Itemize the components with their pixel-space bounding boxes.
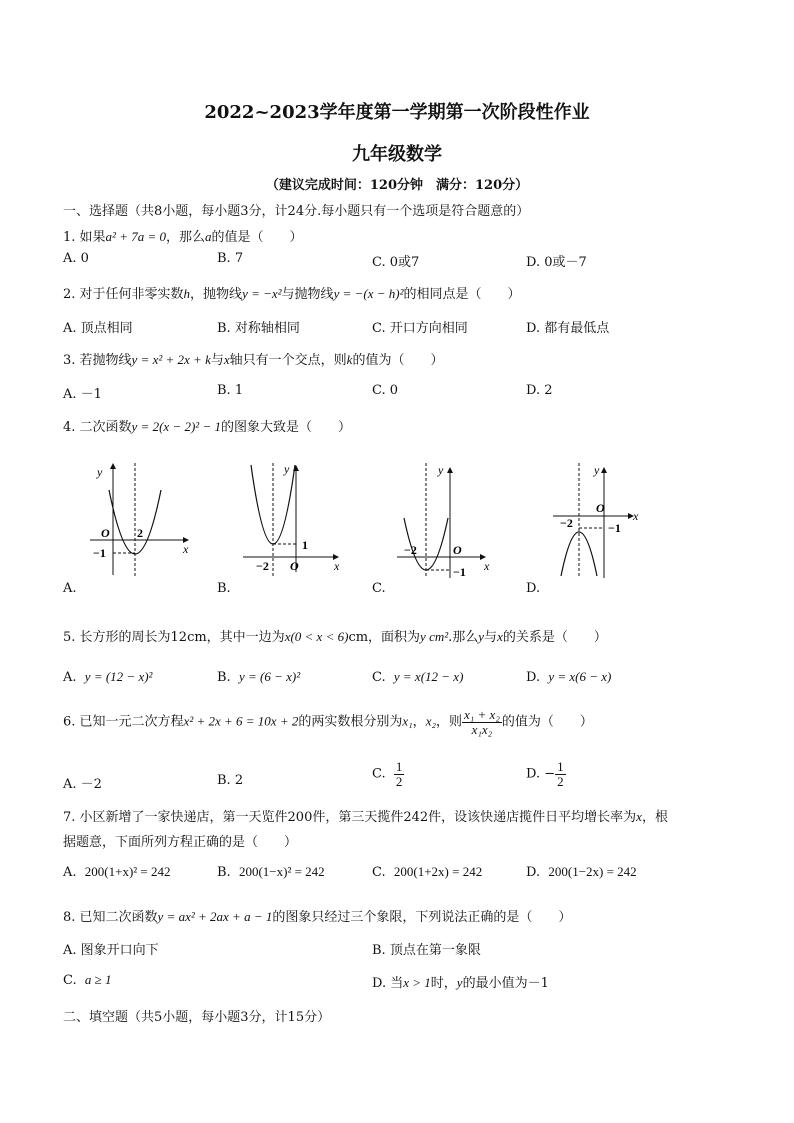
exam-title: 2022~2023学年度第一学期第一次阶段性作业: [204, 102, 590, 123]
q6-option-d-num: 1: [557, 759, 564, 774]
q7-option-a[interactable]: [63, 864, 171, 880]
q3-equation: y = x² + 2x + k: [131, 352, 211, 367]
q2-text-b: ，抛物线: [190, 287, 243, 302]
q2-text-d: 的相同点是（ ）: [403, 287, 521, 302]
q2-text-a: 2. 对于任何非零实数: [63, 287, 184, 302]
q6-text-d: 的值为（ ）: [501, 714, 593, 730]
q6-option-d-fraction: [555, 760, 566, 788]
graph-d-tick-neg2: −2: [560, 516, 573, 530]
q8-option-c-eq: a ≥ 1: [84, 972, 112, 987]
graph-b-x-label: x: [334, 559, 340, 573]
q5-option-d-eq: y = x(6 − x): [548, 669, 612, 684]
q4-graph-a[interactable]: [85, 460, 195, 580]
q5-option-d-letter: D.: [526, 670, 541, 685]
graph-d-x-label: x: [633, 509, 639, 523]
graph-b-y-label: y: [284, 462, 290, 476]
q1-option-d[interactable]: D. 0或－7: [526, 255, 587, 270]
q5-option-c-letter: C.: [372, 670, 386, 685]
graph-c-tick-neg1: −1: [453, 565, 466, 579]
q1-var: a: [205, 229, 212, 244]
graph-c-y-label: y: [438, 463, 444, 477]
q1-text-c: 的值是（ ）: [211, 230, 303, 245]
q7-option-d-eq: 200(1−2x) = 242: [548, 864, 637, 879]
exam-subject: 九年级数学: [352, 144, 442, 165]
q2-option-b[interactable]: B. 对称轴相同: [217, 321, 300, 336]
q1-option-b[interactable]: B. 7: [217, 251, 244, 266]
q6-text-c: ，则: [435, 714, 462, 730]
q2-option-d[interactable]: D. 都有最低点: [526, 321, 610, 336]
q5-text-d: 与: [484, 630, 498, 645]
question-3-stem: [63, 349, 443, 368]
q4-equation: y = 2(x − 2)² − 1: [131, 419, 221, 434]
q5-text-a: 5. 长方形的周长为12cm，其中一边为: [63, 630, 285, 645]
graph-d-tick-neg1: −1: [608, 521, 621, 535]
q1-option-c[interactable]: C. 0或7: [372, 255, 420, 270]
question-8-stem: [63, 906, 571, 925]
q8-option-a[interactable]: A. 图象开口向下: [63, 943, 159, 958]
q5-option-d[interactable]: [526, 669, 611, 685]
q6-option-a[interactable]: A. －2: [63, 777, 102, 792]
q7-option-d[interactable]: [526, 864, 637, 880]
q2-var-h: h: [183, 286, 191, 301]
q4-option-a[interactable]: A.: [63, 581, 77, 596]
q3-option-d[interactable]: D. 2: [526, 383, 553, 398]
q8-option-d-text-b: 时，: [430, 976, 457, 991]
q1-text-b: ，那么: [166, 230, 206, 245]
q6-option-d-letter: D. −: [526, 766, 556, 782]
q7-option-d-letter: D.: [526, 865, 541, 880]
graph-b-tick-neg2: −2: [256, 559, 269, 573]
question-2-stem: [63, 283, 521, 302]
question-6-stem: [63, 708, 593, 736]
question-7-line-1: [63, 806, 668, 825]
q8-text-a: 8. 已知二次函数: [63, 910, 158, 925]
q8-option-d[interactable]: [372, 972, 549, 991]
graph-d-y-label: y: [594, 463, 600, 477]
q2-eq-2: y = −(x − h)²: [333, 286, 404, 301]
q7-option-c[interactable]: [372, 864, 482, 880]
q6-option-c-letter: C.: [372, 766, 386, 782]
q6-sep: ，: [412, 714, 426, 730]
q2-option-a[interactable]: A. 顶点相同: [63, 321, 133, 336]
q8-option-c[interactable]: [63, 972, 112, 988]
q1-equation: a² + 7a = 0: [105, 229, 166, 244]
graph-b-origin: O: [290, 559, 299, 573]
q4-graph-c[interactable]: [392, 460, 502, 580]
q5-option-b[interactable]: [217, 669, 300, 685]
q7-option-a-letter: A.: [63, 865, 77, 880]
q7-text-line1-end: ，根: [641, 810, 668, 825]
graph-a-origin: O: [101, 526, 110, 540]
q3-var-x: x: [223, 352, 230, 367]
graph-c-x-label: x: [484, 559, 490, 573]
q6-equation: x² + 2x + 6 = 10x + 2: [183, 713, 299, 729]
q7-option-b-eq: 200(1−x)² = 242: [238, 864, 325, 879]
q6-option-d[interactable]: [526, 760, 566, 788]
q4-graph-b[interactable]: [238, 460, 348, 580]
q3-text-d: 的值为（ ）: [352, 353, 444, 368]
section-heading-fill-in: 二、填空题（共5小题，每小题3分，计15分）: [63, 1010, 331, 1025]
q7-text-line1: 7. 小区新增了一家快递店，第一天览件200件，第三天揽件242件，设该快递店揽件日平均增长率为: [63, 810, 637, 825]
q3-var-k: k: [346, 352, 353, 367]
q4-text-a: 4. 二次函数: [63, 420, 132, 435]
q5-var-y: y: [478, 629, 485, 644]
q5-option-a-letter: A.: [63, 670, 77, 685]
q5-condition: x(0 < x < 6): [284, 629, 349, 644]
q6-option-d-den: 2: [557, 773, 564, 789]
q2-eq-1: y = −x²: [242, 286, 282, 301]
q3-option-b[interactable]: B. 1: [217, 383, 244, 398]
q5-text-c: .那么: [448, 630, 479, 645]
q7-option-c-eq: 200(1+2x) = 242: [393, 864, 483, 879]
q6-option-c[interactable]: [372, 760, 404, 788]
q6-option-c-num: 1: [395, 759, 403, 774]
q8-option-b[interactable]: B. 顶点在第一象限: [372, 943, 481, 958]
q3-text-c: 轴只有一个交点，则: [229, 353, 347, 368]
q6-x2: x₂: [425, 713, 436, 729]
graph-b-tick-1: 1: [302, 538, 308, 552]
graph-d-origin: O: [596, 501, 605, 515]
q8-option-d-cond: x > 1: [403, 975, 431, 990]
q1-text-a: 1. 如果: [63, 230, 106, 245]
q5-option-c[interactable]: [372, 669, 463, 685]
q2-text-c: 与抛物线: [281, 287, 334, 302]
q5-option-b-eq: y = (6 − x)²: [238, 669, 301, 684]
q8-text-b: 的图象只经过三个象限，下列说法正确的是（ ）: [272, 910, 572, 925]
q5-area: y cm²: [420, 629, 449, 644]
q7-option-b-letter: B.: [217, 865, 231, 880]
q6-text-a: 6. 已知一元二次方程: [63, 714, 184, 730]
q5-option-a-eq: y = (12 − x)²: [84, 669, 153, 684]
exam-time-note: （建议完成时间：120分钟 满分：120分）: [265, 178, 529, 193]
section-heading-choice: 一、选择题（共8小题，每小题3分，计24分.每小题只有一个选项是符合题意的）: [63, 204, 530, 219]
q6-fraction-numerator: x₁ + x₂: [464, 707, 500, 722]
q6-fraction: [462, 708, 502, 736]
q2-option-c[interactable]: C. 开口方向相同: [372, 321, 468, 336]
q6-text-b: 的两实数根分别为: [298, 714, 403, 730]
graph-a-y-label: y: [97, 465, 103, 479]
q8-option-d-text-a: D. 当: [372, 976, 404, 991]
q4-graph-d[interactable]: [548, 460, 658, 580]
q4-option-b[interactable]: B.: [217, 581, 231, 596]
graph-c-origin: O: [453, 543, 462, 557]
q8-option-d-var-y: y: [456, 975, 463, 990]
q5-var-x: x: [497, 629, 503, 644]
graph-a-tick-neg1: −1: [93, 546, 106, 560]
q4-option-c[interactable]: C.: [372, 581, 386, 596]
q6-x1: x₁: [402, 713, 413, 729]
q5-text-b: cm，面积为: [348, 630, 421, 645]
question-5-stem: [63, 626, 607, 645]
graph-c-tick-neg2: −2: [404, 543, 417, 557]
q3-text-b: 与: [210, 353, 224, 368]
graph-a-x-label: x: [183, 542, 189, 556]
q1-option-a[interactable]: A. 0: [63, 251, 89, 266]
q5-option-c-eq: y = x(12 − x): [393, 669, 464, 684]
q8-option-c-letter: C.: [63, 973, 77, 988]
graph-a-tick-2: 2: [137, 526, 143, 540]
q3-option-a[interactable]: A. －1: [63, 387, 102, 402]
q6-fraction-denominator: x₁x₂: [471, 721, 493, 737]
question-7-line-2: 据题意，下面所列方程正确的是（ ）: [63, 835, 298, 850]
q6-option-c-den: 2: [395, 773, 403, 789]
q7-var-x: x: [636, 809, 642, 824]
q5-option-b-letter: B.: [217, 670, 231, 685]
q6-option-b[interactable]: B. 2: [217, 773, 244, 788]
q4-text-b: 的图象大致是（ ）: [220, 420, 351, 435]
q4-option-d[interactable]: D.: [526, 581, 541, 596]
q3-option-c[interactable]: C. 0: [372, 383, 399, 398]
question-4-stem: [63, 416, 351, 435]
q8-equation: y = ax² + 2ax + a − 1: [157, 909, 273, 924]
question-1-stem: [63, 226, 303, 245]
q7-option-c-letter: C.: [372, 865, 386, 880]
q3-text-a: 3. 若抛物线: [63, 353, 132, 368]
q5-text-e: 的关系是（ ）: [502, 630, 607, 645]
q6-option-c-fraction: [394, 760, 405, 788]
q8-option-d-text-c: 的最小值为－1: [462, 976, 549, 991]
q7-option-a-eq: 200(1+x)² = 242: [84, 864, 171, 879]
q5-option-a[interactable]: [63, 669, 152, 685]
q7-option-b[interactable]: [217, 864, 325, 880]
